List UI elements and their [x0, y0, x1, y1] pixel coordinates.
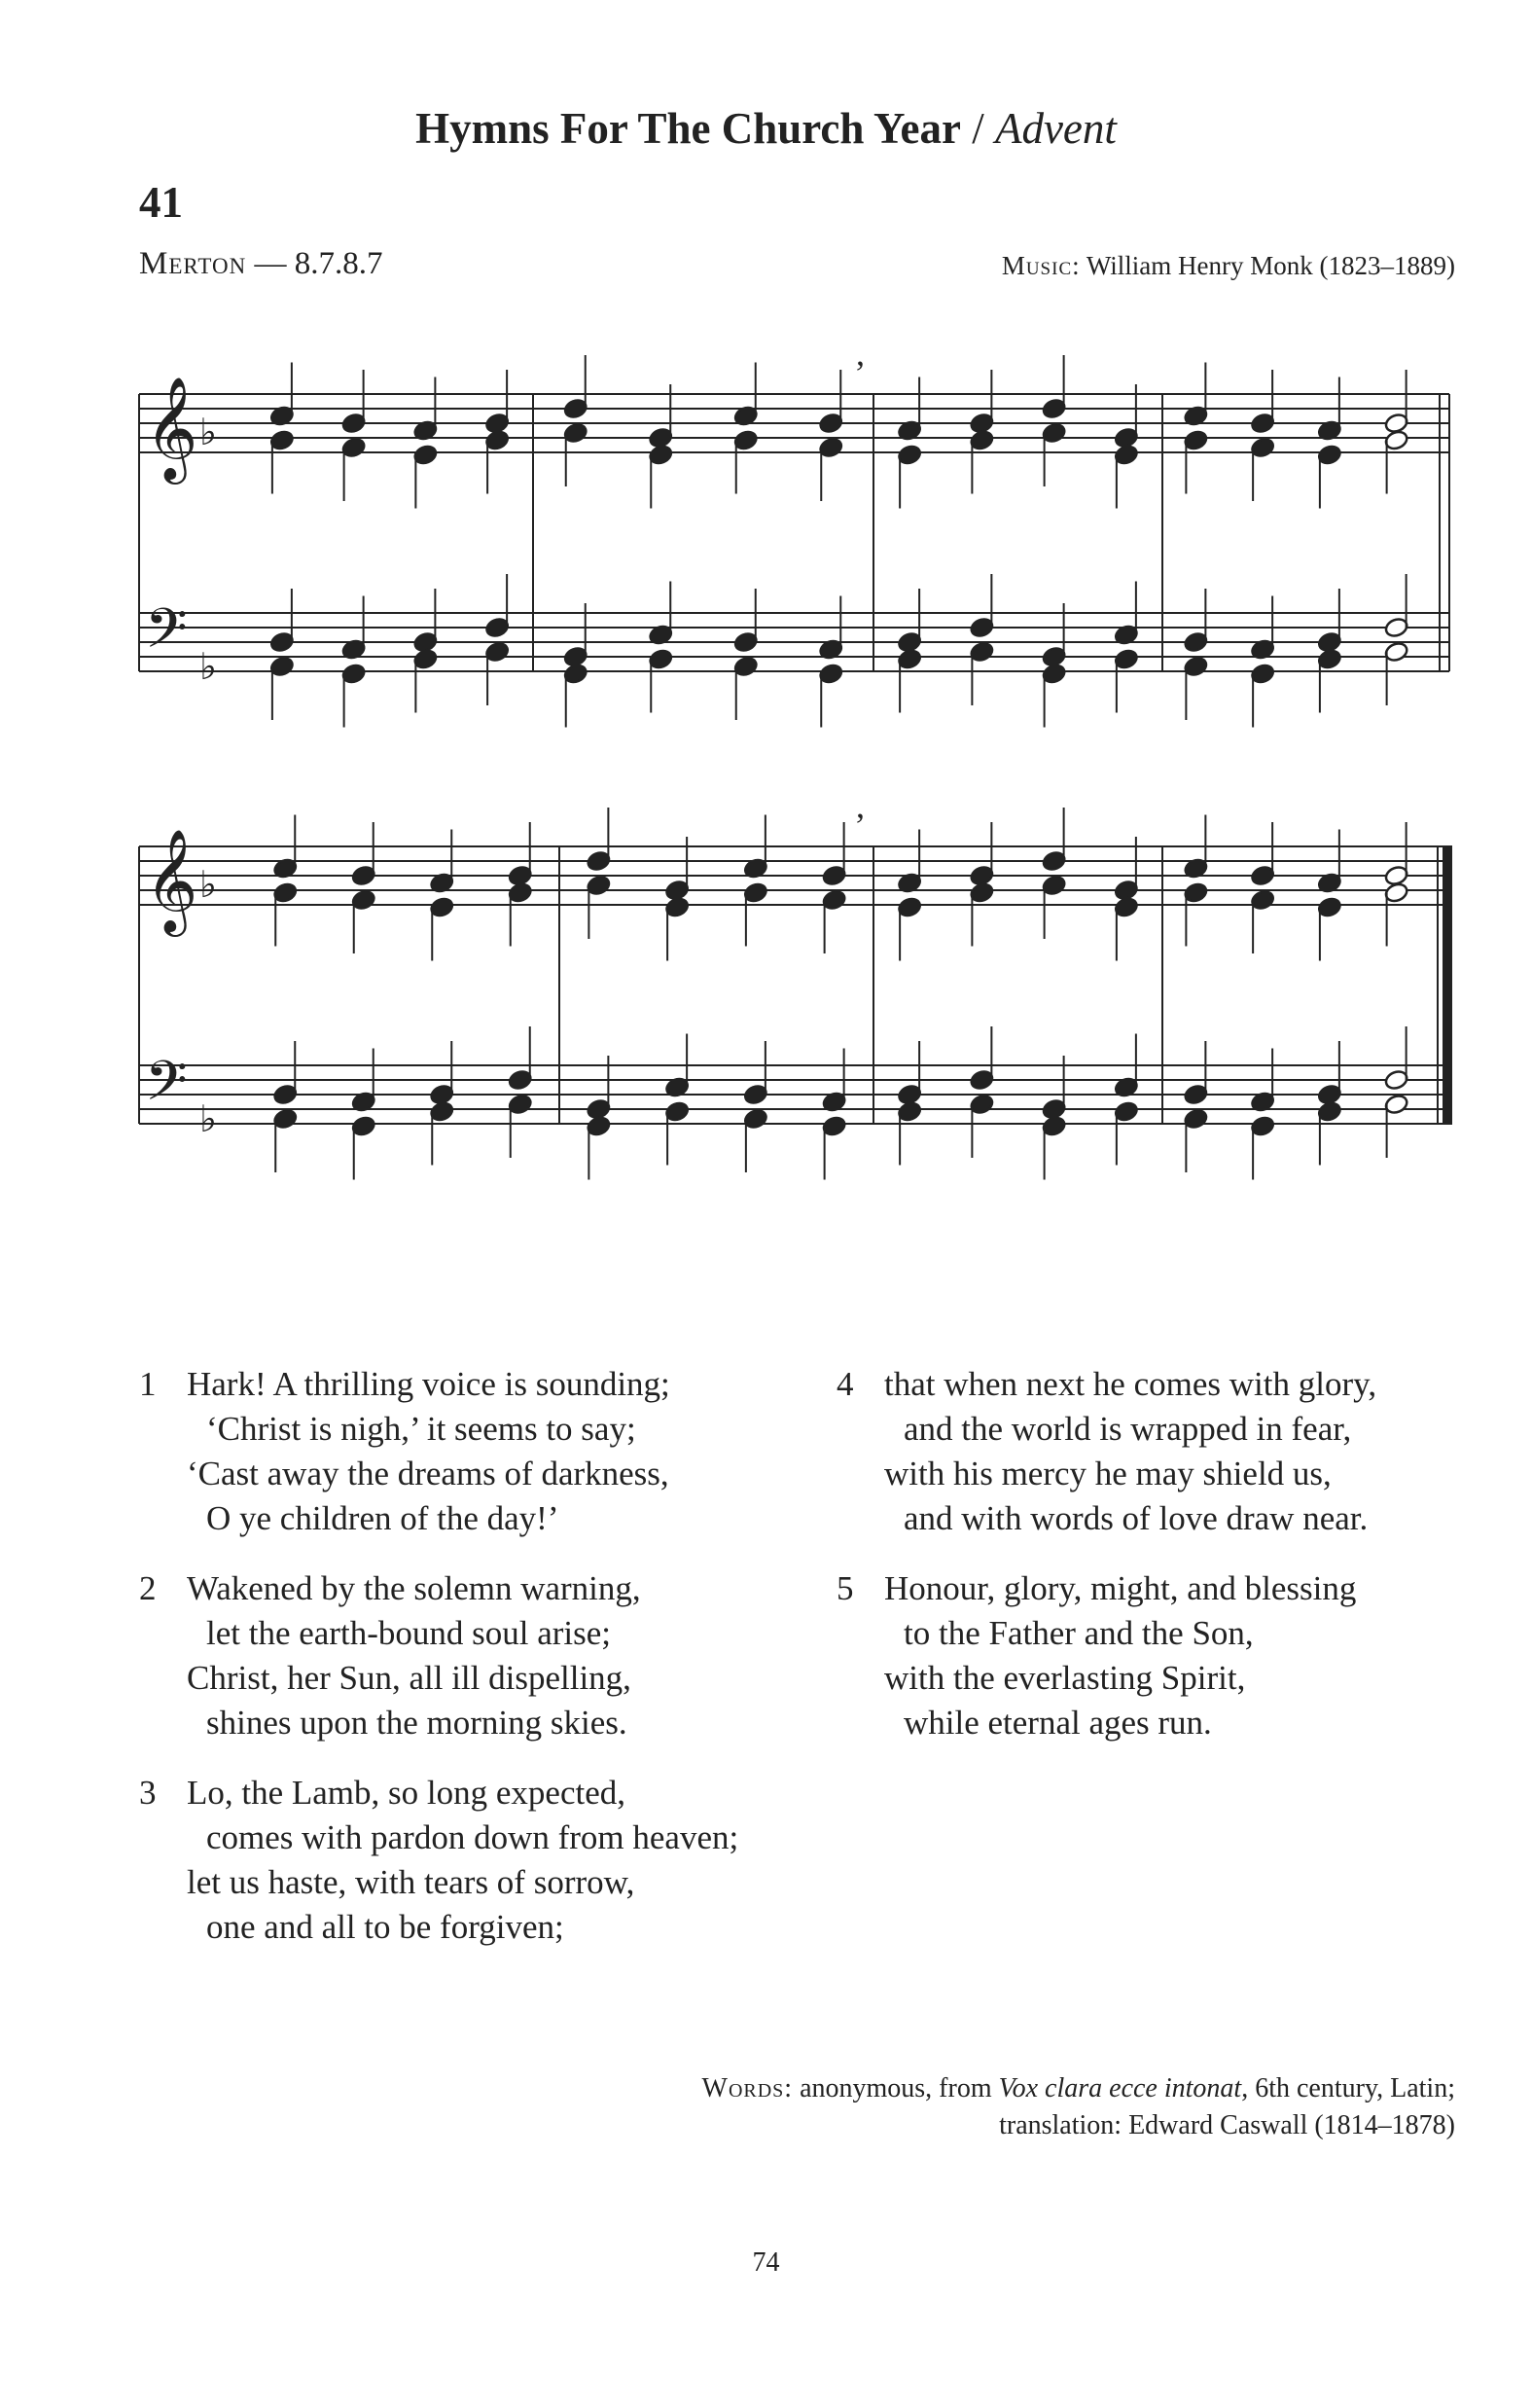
verse-1 — [139, 1362, 820, 1541]
verse-line: let us haste, with tears of sorrow, — [187, 1863, 635, 1901]
composer: William Henry Monk (1823–1889) — [1080, 251, 1455, 280]
verse-number: 2 — [139, 1569, 157, 1607]
verse-line: and with words of love draw near. — [904, 1499, 1369, 1537]
verse-line: Wakened by the solemn warning, — [187, 1569, 641, 1607]
verse-3 — [139, 1771, 839, 1950]
verse-number: 5 — [837, 1569, 854, 1607]
music-credit — [1002, 248, 1455, 283]
music-label: Music: — [1001, 251, 1081, 280]
verse-line: one and all to be forgiven; — [206, 1908, 564, 1946]
verse-4 — [837, 1362, 1459, 1541]
section-title: Hymns For The Church Year — [415, 104, 961, 153]
verse-line: Lo, the Lamb, so long expected, — [187, 1774, 625, 1812]
verse-line: ‘Christ is nigh,’ it seems to say; — [206, 1410, 636, 1448]
verse-line: Honour, glory, might, and blessing — [884, 1569, 1357, 1607]
words-label: Words: — [701, 2073, 794, 2103]
verse-line: while eternal ages run. — [904, 1704, 1212, 1742]
breath-mark-icon: , — [856, 786, 865, 825]
tune-name: Merton — [139, 246, 247, 281]
page-number: 74 — [752, 2247, 780, 2278]
source-title: Vox clara ecce intonat — [998, 2073, 1242, 2103]
hymn-number: 41 — [139, 178, 183, 227]
verse-line: Christ, her Sun, all ill dispelling, — [187, 1659, 631, 1697]
verse-line: ‘Cast away the dreams of darkness, — [187, 1455, 669, 1492]
words-credit — [702, 2070, 1455, 2144]
title-separator: / — [960, 104, 995, 153]
flat-icon: ♭ — [199, 645, 217, 688]
verse-2 — [139, 1566, 820, 1745]
bass-clef-icon: 𝄢 — [145, 1050, 188, 1127]
verse-line: and the world is wrapped in fear, — [904, 1410, 1352, 1448]
verse-line: with the everlasting Spirit, — [884, 1659, 1246, 1697]
translation-credit: translation: Edward Caswall (1814–1878) — [999, 2110, 1455, 2140]
flat-icon: ♭ — [199, 1097, 217, 1140]
flat-icon: ♭ — [199, 863, 217, 906]
meter: — 8.7.8.7 — [246, 246, 383, 281]
verse-line: O ye children of the day!’ — [206, 1499, 559, 1537]
words-source-suffix: , 6th century, Latin; — [1241, 2073, 1455, 2103]
final-barline — [1443, 846, 1451, 1124]
verse-number: 1 — [139, 1365, 157, 1403]
page-title — [0, 101, 1532, 156]
words-source-prefix: anonymous, from — [793, 2073, 999, 2103]
verse-line: Hark! A thrilling voice is sounding; — [187, 1365, 670, 1403]
treble-clef-icon: 𝄞 — [145, 376, 198, 480]
verse-number: 4 — [837, 1365, 854, 1403]
flat-icon: ♭ — [199, 411, 217, 453]
music-score — [0, 321, 1532, 1216]
verse-line: that when next he comes with glory, — [884, 1365, 1377, 1403]
tune-info — [139, 243, 382, 284]
breath-mark-icon: , — [856, 334, 865, 373]
verse-line: let the earth-bound soul arise; — [206, 1614, 611, 1652]
season-name: Advent — [994, 104, 1117, 153]
verse-5 — [837, 1566, 1459, 1745]
bass-clef-icon: 𝄢 — [145, 597, 188, 674]
verse-number: 3 — [139, 1774, 157, 1812]
verse-line: with his mercy he may shield us, — [884, 1455, 1332, 1492]
verse-line: comes with pardon down from heaven; — [206, 1818, 739, 1856]
verse-line: shines upon the morning skies. — [206, 1704, 627, 1742]
verse-line: to the Father and the Son, — [904, 1614, 1254, 1652]
treble-clef-icon: 𝄞 — [145, 828, 198, 932]
